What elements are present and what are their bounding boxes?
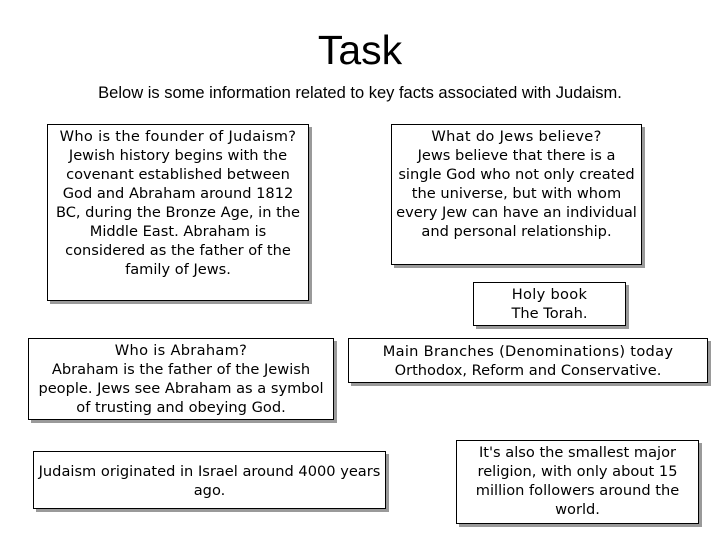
page-title: Task <box>317 27 403 73</box>
founder-heading: Who is the founder of Judaism? <box>59 128 297 145</box>
branches-text: Orthodox, Reform and Conservative. <box>394 362 662 379</box>
abraham-heading: Who is Abraham? <box>114 342 248 359</box>
abraham-card <box>28 338 334 420</box>
beliefs-heading: What do Jews believe? <box>431 128 602 145</box>
abraham-text: Abraham is the father of the Jewish people. Jews see Abraham as a symbol of trusting and obeying God. <box>38 361 324 416</box>
holy-book-heading: Holy book <box>511 286 588 303</box>
branches-card <box>348 338 708 383</box>
beliefs-card <box>391 124 642 265</box>
founder-card <box>47 124 309 301</box>
beliefs-text: Jews believe that there is a single God who not only created the universe, but with whom every Jew can have an individual and personal relationship. <box>396 147 637 240</box>
holy-book-text: The Torah. <box>511 305 588 322</box>
smallest-religion-text: It's also the smallest major religion, with only about 15 million followers around the world. <box>475 444 680 518</box>
page-subtitle: Below is some information related to key facts associated with Judaism. <box>98 84 622 102</box>
founder-text: Jewish history begins with the covenant established between God and Abraham around 1812 BC, during the Bronze Age, in the Middle East. Abraham is considered as the father of the family of Jews. <box>55 147 301 278</box>
branches-heading: Main Branches (Denominations) today <box>382 343 674 360</box>
smallest-religion-card <box>456 440 699 524</box>
origin-card <box>33 451 386 509</box>
origin-text: Judaism originated in Israel around 4000 years ago. <box>38 463 381 499</box>
holy-book-card <box>473 282 626 326</box>
